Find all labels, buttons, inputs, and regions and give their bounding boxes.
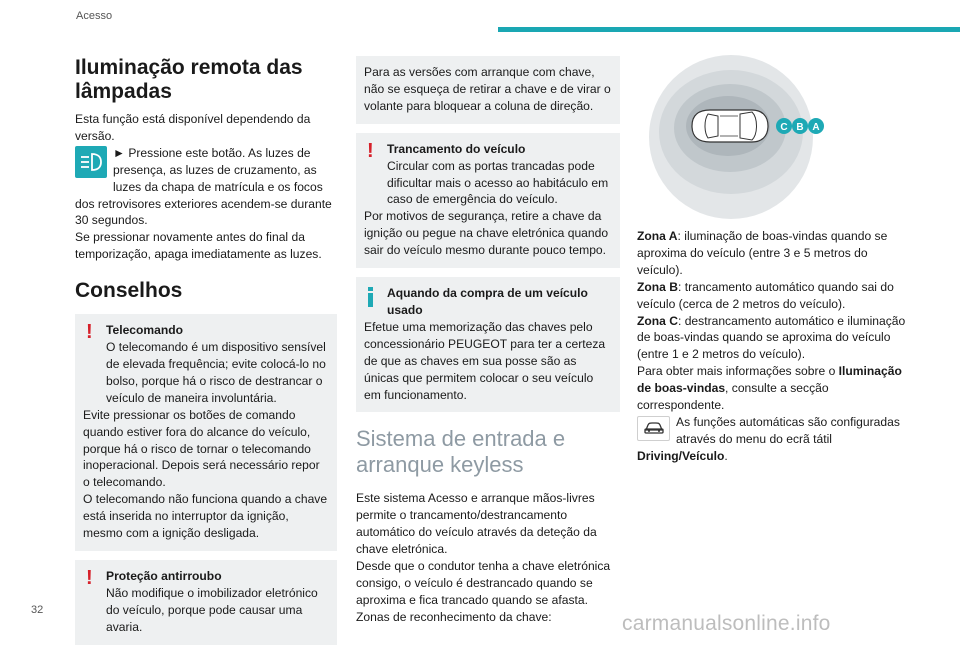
zone-c-text: : destrancamento automático e iluminação de boas-vindas quando se aproxima do veículo (entre 1 e 2 metros do veículo). [637, 313, 906, 362]
zone-b-letter: B [796, 122, 804, 133]
key-zones-diagram [648, 54, 820, 220]
more-info-text [637, 363, 907, 414]
auto-functions-post: . [724, 448, 728, 463]
remote-control-text-2: Evite pressionar os botões de comando quando estiver fora do alcance do veículo, porque há o risco de tornar o telecomando inoperacional. Depois será necessário repor o telecomando. [83, 407, 320, 490]
lighting-step [75, 145, 337, 230]
keyless-paragraph-2: Desde que o condutor tenha a chave eletrónica consigo, o veículo é destrancado quando se aproxima e fica trancado quando se afasta. [356, 559, 611, 607]
zone-a-letter: A [812, 122, 820, 133]
availability-text: Esta função está disponível dependendo da versão. [75, 112, 311, 143]
remote-control-title: Telecomando [106, 323, 184, 338]
vehicle-locking-text-2: Por motivos de segurança, retire a chave da ignição ou pegue na chave eletrónica quando sair do veículo mesmo durante pouco tempo. [364, 209, 609, 258]
more-info-pre: Para obter mais informações sobre o [637, 364, 839, 379]
middle-column [356, 56, 620, 626]
warning-exclamation-icon: ! [86, 566, 93, 589]
antitheft-text: Não modifique o imobilizador eletrónico do veículo, porque pode causar uma avaria. [106, 585, 318, 634]
auto-functions-note [637, 414, 907, 465]
remote-control-text-1: O telecomando é um dispositivo sensível de elevada frequência; evite colocá-lo no bolso, porque há o risco de destrancar o veículo de maneira involuntária. [106, 340, 326, 405]
auto-functions-menu: Driving/Veículo [637, 448, 725, 463]
header-section-title: Acesso [76, 10, 113, 22]
zone-c-label: Zona C [637, 313, 678, 328]
more-info-post: , consulte a secção correspondente. [637, 381, 829, 413]
warning-exclamation-icon: ! [367, 139, 374, 162]
key-start-note-text: Para as versões com arranque com chave, não se esqueça de retirar a chave e de virar o volante para bloquear a coluna de direção. [364, 65, 611, 113]
remote-lighting-title: Iluminação remota das lâmpadas [75, 56, 303, 103]
header-accent-bar [498, 27, 960, 32]
advice-title: Conselhos [75, 279, 183, 303]
site-watermark: carmanualsonline.info [622, 612, 831, 635]
zone-b-description [637, 279, 907, 313]
vehicle-locking-warning-box [356, 133, 620, 268]
zone-a-label: Zona A [637, 229, 678, 243]
auto-functions-pre: As funções automáticas são configuradas através do menu do ecrã tátil [676, 414, 900, 446]
key-start-note-box [356, 56, 620, 124]
car-settings-icon [637, 416, 670, 441]
used-vehicle-title: Aquando da compra de um veículo usado [387, 286, 588, 317]
car-top-view-icon [692, 110, 768, 142]
vehicle-locking-title: Trancamento do veículo [387, 141, 526, 156]
remote-control-warning-box [75, 314, 337, 551]
used-vehicle-text: Efetue uma memorização das chaves pelo concessionário PEUGEOT para ter a certeza de que as chaves em sua posse são as únicas que permitem colocar o seu veículo em funcionamento. [364, 319, 606, 402]
left-column [75, 56, 337, 654]
headlight-button-icon [75, 146, 107, 178]
zone-a-text: : iluminação de boas-vindas quando se aproxima do veículo (entre 3 e 5 metros do veículo). [637, 229, 888, 277]
antitheft-warning-box [75, 560, 337, 645]
keyless-paragraph-1: Este sistema Acesso e arranque mãos-livres permite o trancamento/destrancamento automático do veículo através da deteção da chave eletrónica. [356, 491, 597, 557]
zone-a-description [637, 228, 907, 279]
antitheft-title: Proteção antirroubo [106, 568, 222, 583]
used-vehicle-info-box [356, 277, 620, 412]
lighting-step-text: ► Pressione este botão. As luzes de presença, as luzes de cruzamento, as luzes da chapa de matrícula e os focos dos retrovisores exteriores acendem-se durante 30 segundos. [75, 145, 332, 228]
info-icon [364, 285, 380, 319]
lighting-step-followup: Se pressionar novamente antes do final da temporização, apaga imediatamente as luzes. [75, 230, 322, 262]
right-column [637, 54, 907, 465]
zone-c-description [637, 313, 907, 364]
zone-b-text: : trancamento automático quando sai do veículo (cerca de 2 metros do veículo). [637, 279, 894, 311]
remote-control-text-3: O telecomando não funciona quando a chave está inserida no interruptor da ignição, mesmo com a ignição desligada. [83, 492, 328, 541]
zone-b-label: Zona B [637, 279, 678, 294]
page-number: 32 [31, 604, 44, 616]
vehicle-locking-text-1: Circular com as portas trancadas pode dificultar mais o acesso ao habitáculo em caso de emergência do veículo. [387, 158, 609, 207]
more-info-link-term: Iluminação de boas-vindas [637, 364, 902, 396]
keyless-paragraph-3: Zonas de reconhecimento da chave: [356, 609, 552, 624]
zone-c-letter: C [780, 122, 788, 133]
keyless-section-title: Sistema de entrada e arranque keyless [356, 426, 566, 478]
warning-exclamation-icon: ! [86, 321, 93, 344]
